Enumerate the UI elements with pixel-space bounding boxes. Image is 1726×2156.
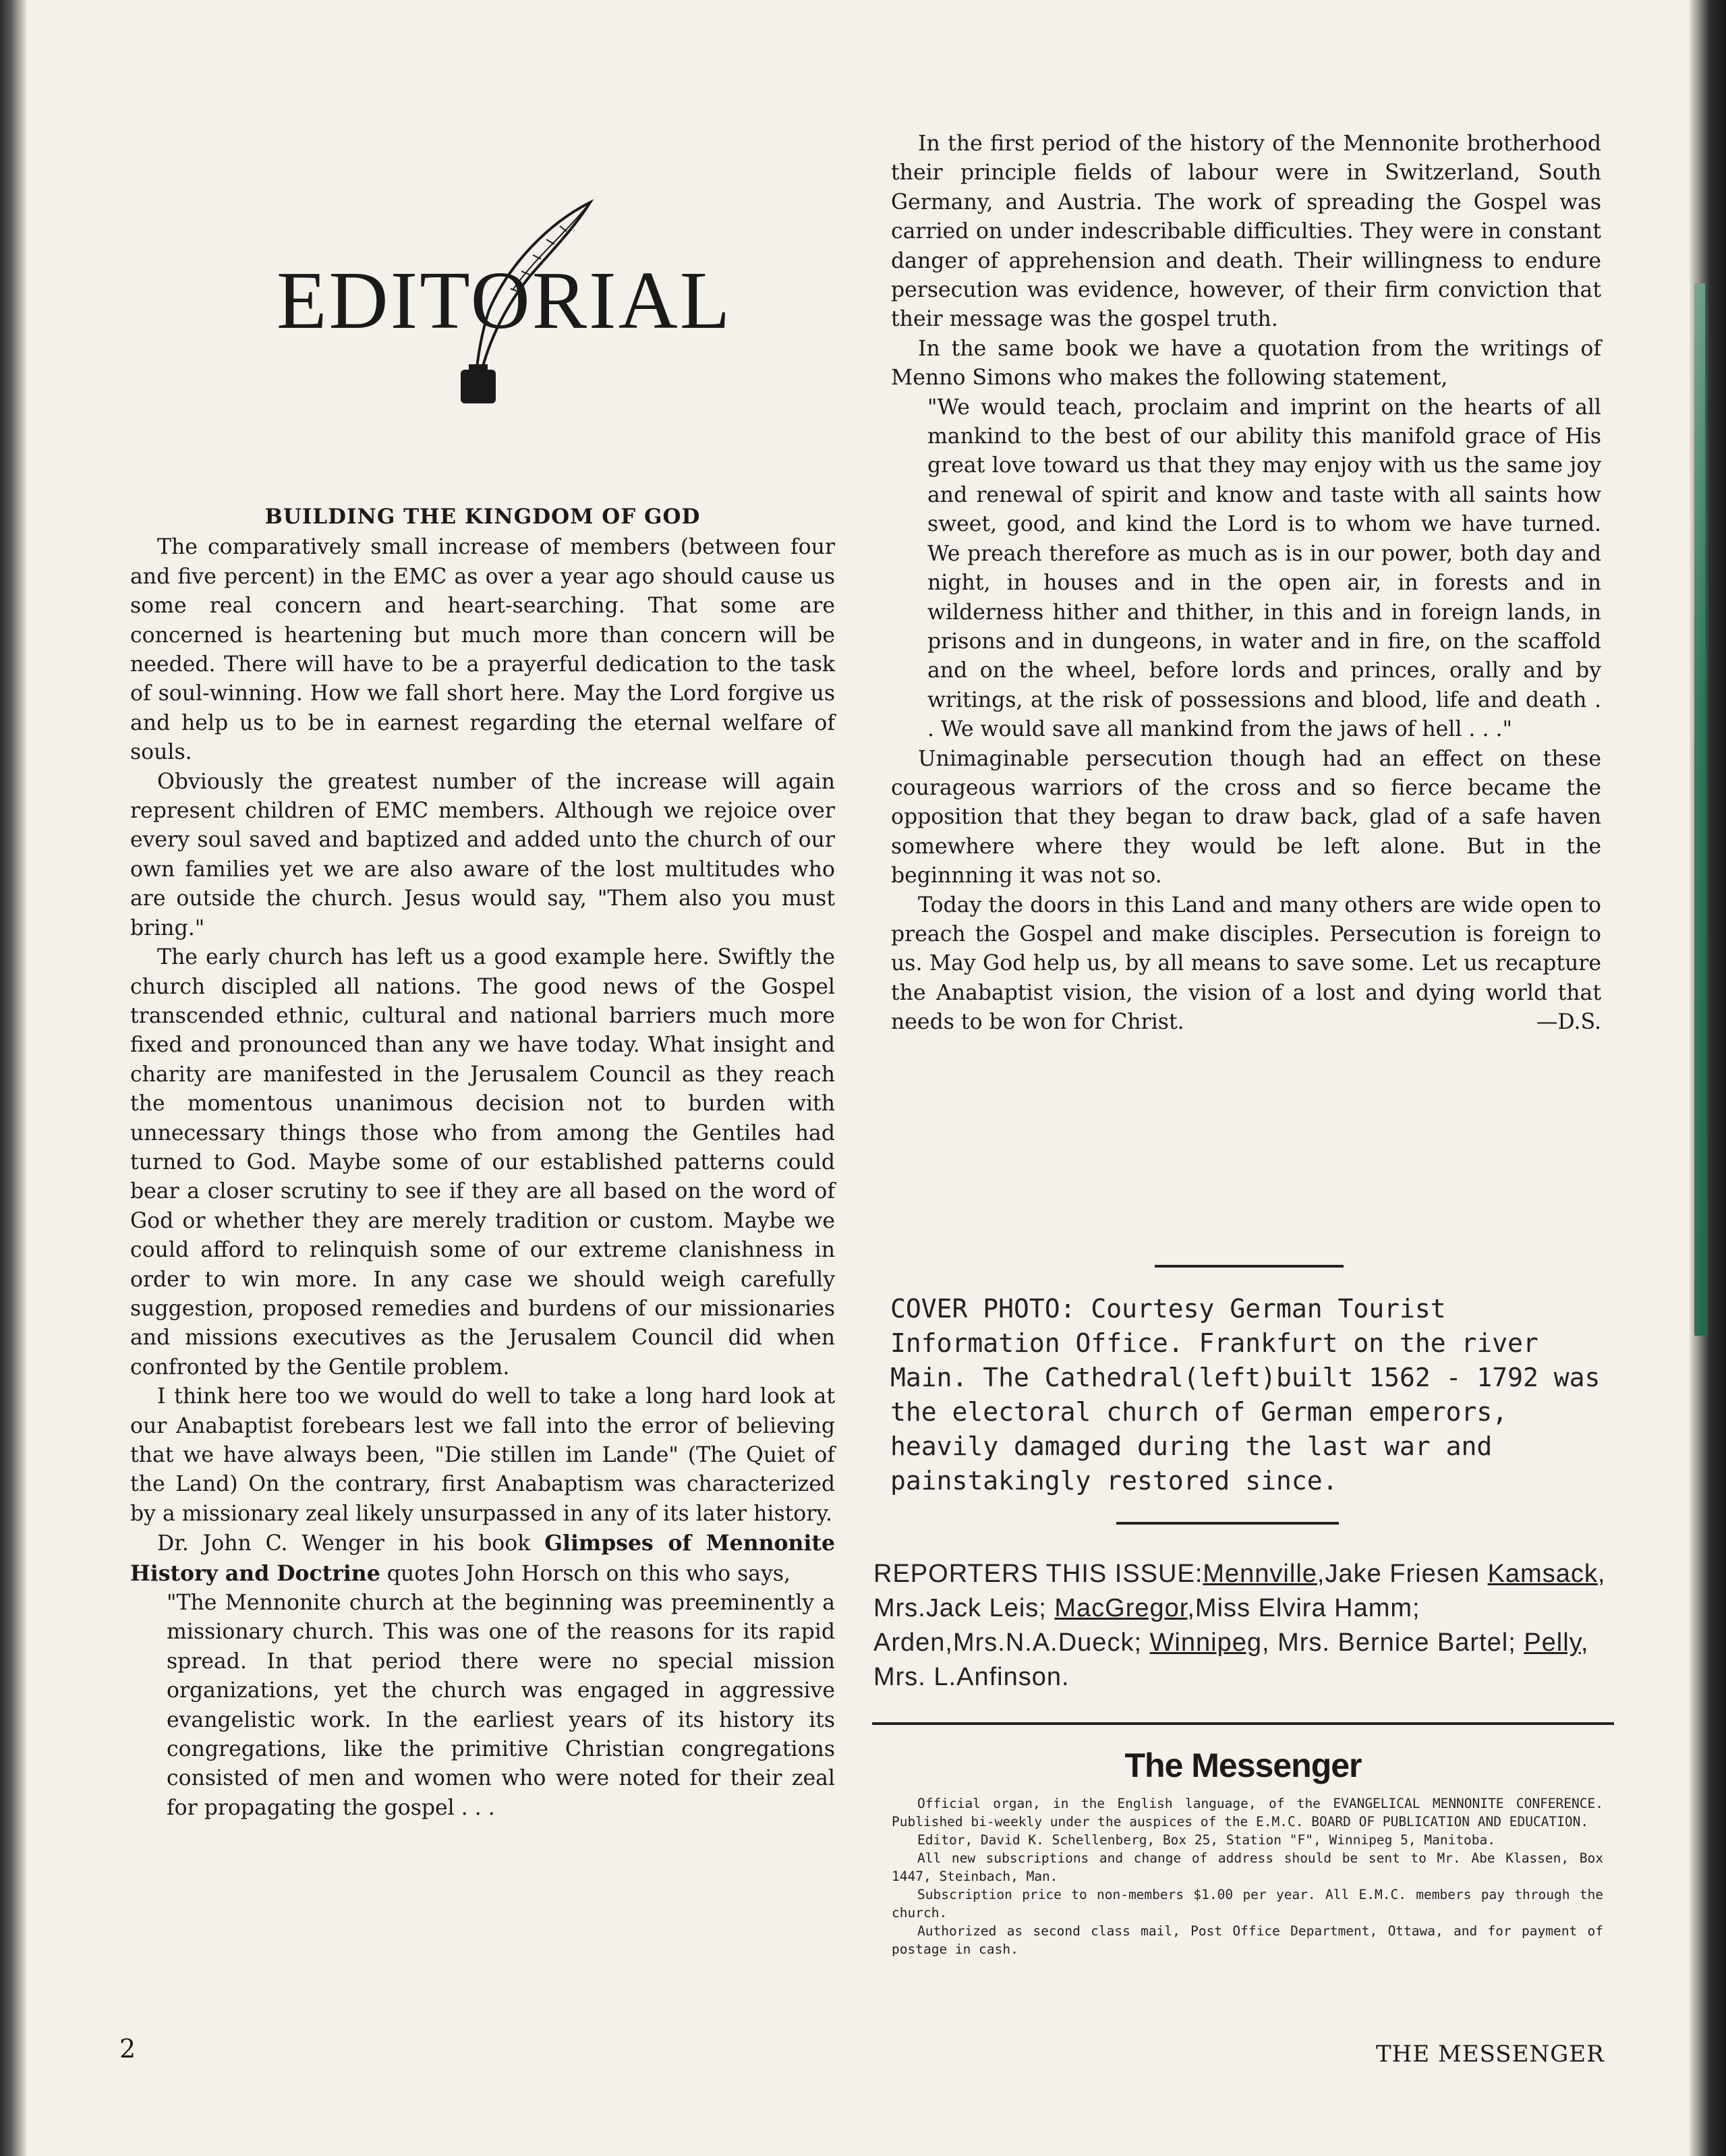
article-paragraph: Obviously the greatest number of the increase will again represent children of EMC members. Although we rejoice over every soul saved and baptized and added unto the church of our own families yet we are also aware of the lost multitudes who are outside the church. Jesus would say, "Them also you must bring." xyxy=(130,769,835,940)
reporter-name: , Mrs. Bernice Bartel; xyxy=(1261,1628,1524,1657)
masthead-info xyxy=(892,1794,1603,1958)
page-number: 2 xyxy=(119,2034,136,2064)
reporter-place: Mennville xyxy=(1203,1560,1317,1588)
author-signoff: —D.S. xyxy=(1536,1010,1601,1035)
divider xyxy=(1116,1522,1339,1525)
article-right-column xyxy=(891,130,1601,1038)
article-paragraph: The early church has left us a good example here. Swiftly the church discipled all nations. The good news of the Gospel transcended ethnic, cultural and national barriers much more fixed and pronounced than any we have today. What insight and charity are manifested in the Jerusalem Council as they reach the momentous unanimous decision not to burden with unnecessary things those who from among the Gentiles had turned to God. Maybe some of our established patterns could bear a closer scrutiny to see if they are all based on the word of God or whether they are merely tradition or custom. Maybe we could afford to relinquish some of our extreme clanishness in order to win more. In any case we should weigh carefully suggestion, proposed remedies and burdens of our missionaries and missions executives as the Jerusalem Council did when confronted by the Gentile problem. xyxy=(130,945,835,1380)
reporters-list xyxy=(873,1557,1629,1695)
article-paragraph: In the first period of the history of the Mennonite brotherhood their principle fields of labour were in Switzerland, South Germany, and Austria. The work of spreading the Gospel was carried on under indescribable difficulties. They were in constant danger of apprehension and death. Their willingness to endure persecution was evidence, however, of their firm conviction that their message was the gospel truth. xyxy=(891,132,1601,332)
article-paragraph: The comparatively small increase of members (between four and five percent) in the EMC as over a year ago should cause us some real concern and heart-searching. That some are concerned is heartening but much more than concern will be needed. There will have to be a prayerful dedication to the task of soul-winning. How we fall short here. May the Lord forgive us and help us to be in earnest regarding the eternal welfare of souls. xyxy=(130,535,835,765)
reporter-name: ,Jake Friesen xyxy=(1317,1560,1488,1588)
article-paragraph: Today the doors in this Land and many others are wide open to preach the Gospel and make disciples. Persecution is foreign to us. May God help us, by all means to save some. Let us recapture the Anabaptist vision, the vision of a lost and dying world that needs to be won for Christ. —D.S. xyxy=(891,891,1601,1038)
book-title: Glimpses of Mennonite History and Doctrine xyxy=(130,1531,835,1586)
article-heading: BUILDING THE KINGDOM OF GOD xyxy=(264,505,701,529)
cover-edge-strip xyxy=(1694,283,1705,1336)
reporter-place: MacGregor xyxy=(1054,1594,1188,1622)
reporters-label: REPORTERS THIS ISSUE: xyxy=(873,1560,1203,1588)
masthead-line: All new subscriptions and change of address should be sent to Mr. Abe Klassen, Box 1447, Steinbach, Man. xyxy=(892,1850,1603,1884)
article-paragraph: Unimaginable persecution though had an effect on these courageous warriors of the cross and so fierce became the opposition that they began to draw back, glad of a safe haven somewhere where they would be left alone. But in the beginnning it was not so. xyxy=(891,746,1601,888)
masthead-line: Subscription price to non-members $1.00 per year. All E.M.C. members pay through the church. xyxy=(892,1887,1603,1921)
horsch-quote: "The Mennonite church at the beginning was preeminently a missionary church. This was one of the reasons for its rapid spread. In that period there were no special mission organizations, yet the church was engaged in aggressive evangelistic work. In the earliest years of its history its congregations, like the primitive Christian congregations consisted of men and women who were noted for their zeal for propagating the gospel . . . xyxy=(167,1591,835,1820)
masthead-line: Authorized as second class mail, Post Office Department, Ottawa, and for payment of postage in cash. xyxy=(892,1923,1603,1957)
scan-edge-left xyxy=(0,0,27,2156)
editorial-title: EDITORIAL xyxy=(277,255,732,346)
article-paragraph-wenger: Dr. John C. Wenger in his book Glimpses of Mennonite History and Doctrine quotes John Horsch on this who says, xyxy=(130,1531,835,1586)
masthead-line: Official organ, in the English language, of the EVANGELICAL MENNONITE CONFERENCE. Published bi-weekly under the auspices of the E.M.C. BOARD OF PUBLICATION AND EDUCATION. xyxy=(892,1796,1603,1829)
cover-photo-caption: COVER PHOTO: Courtesy German Tourist Information Office. Frankfurt on the river Main. The Cathedral(left)built 1562 - 1792 was the electoral church of German emperors, heavily damaged during the last war and painstakingly restored since. xyxy=(890,1294,1601,1496)
reporter-name: ,Miss Elvira Hamm; Arden,Mrs.N.A.Dueck; xyxy=(873,1594,1420,1657)
reporter-name: , Mrs.Jack Leis; xyxy=(873,1560,1606,1622)
reporter-place: Winnipeg xyxy=(1149,1628,1262,1657)
menno-simons-quote: "We would teach, proclaim and imprint on the hearts of all mankind to the best of our ability this manifold grace of His great love toward us that they may enjoy with us the same joy and renewal of spirit and know and taste with all saints how sweet, good, and kind the Lord is to whom we have turned. We preach therefore as much as is in our power, both day and night, in houses and in the open air, in forests and in wilderness hither and thither, in this and in foreign lands, in prisons and in dungeons, in water and in fire, on the scaffold and on the wheel, before lords and princes, orally and by writings, at the risk of possessions and blood, life and death . . We would save all mankind from the jaws of hell . . ." xyxy=(927,395,1601,742)
article-left-column xyxy=(130,503,835,1823)
masthead-title: The Messenger xyxy=(1124,1747,1362,1784)
article-paragraph: I think here too we would do well to take a long hard look at our Anabaptist forebears lest we fall into the error of believing that we have always been, "Die stillen im Lande" (The Quiet of the Land) On the contrary, first Anabaptism was characterized by a missionary zeal likely unsurpassed in any of its later history. xyxy=(130,1384,835,1526)
reporter-place: Kamsack xyxy=(1487,1560,1598,1588)
reporter-name: , Mrs. L.Anfinson. xyxy=(873,1628,1589,1691)
article-paragraph: In the same book we have a quotation from the writings of Menno Simons who makes the following statement, xyxy=(891,336,1601,391)
divider xyxy=(1155,1265,1344,1268)
masthead-line: Editor, David K. Schellenberg, Box 25, Station "F", Winnipeg 5, Manitoba. xyxy=(917,1832,1496,1848)
masthead-divider xyxy=(872,1722,1614,1725)
running-footer: THE MESSENGER xyxy=(1376,2041,1605,2068)
reporter-place: Pelly xyxy=(1524,1628,1581,1657)
